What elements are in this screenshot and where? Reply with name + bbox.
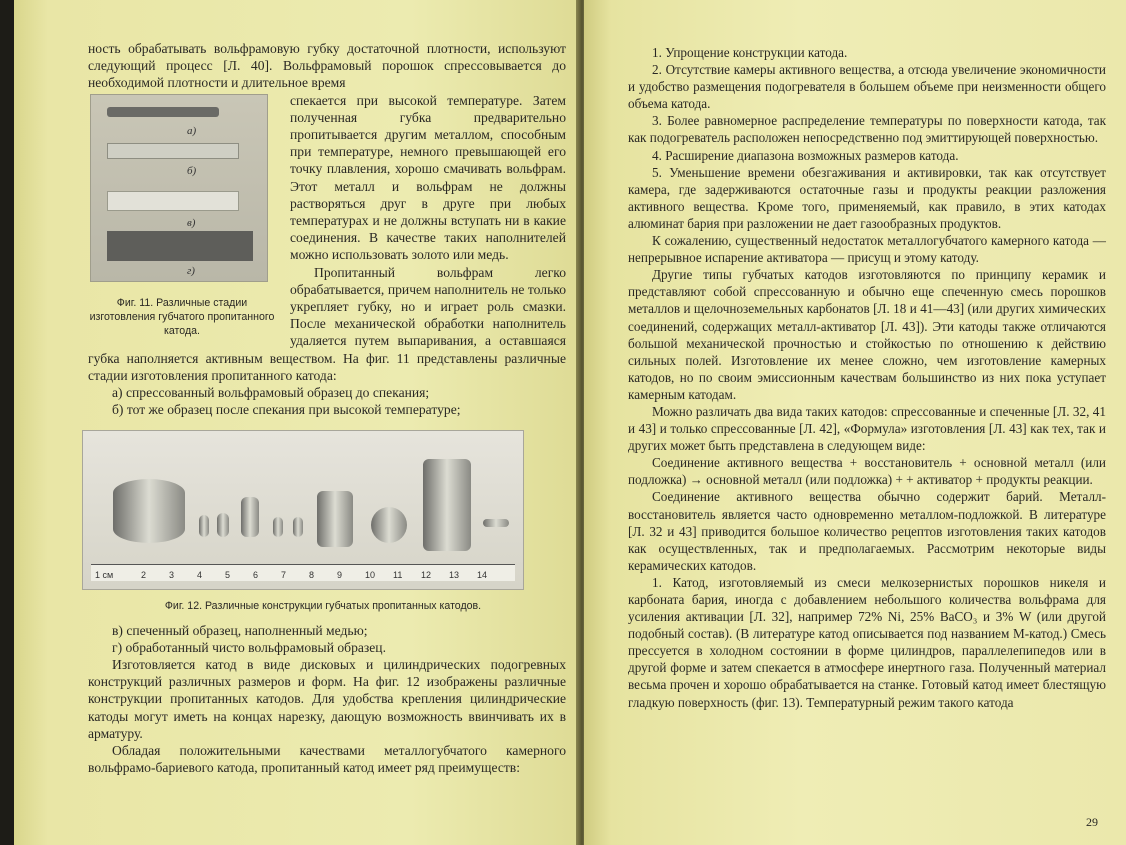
cathode-small-2: [217, 513, 229, 537]
figure-12-photo: [82, 430, 524, 590]
list-item-b: б) тот же образец после спекания при высокой температуре;: [112, 402, 461, 418]
ruler-mark: 8: [309, 570, 315, 581]
left-paragraph-1-rest: спекается при высокой температуре. Затем полученная губка предварительно пропитывается другим металлом, способным при температуре, немного превышающей его точку плавления, хорошо смачивать вольфрам. Этот металл и вольфрам не должны растворяться друг в друге при любых температурах и не должны вступать ни в какие соединения. В качестве таких наполнителей можно использовать золото или медь.: [290, 92, 566, 263]
ruler-mark: 13: [449, 570, 460, 581]
sample-a: [107, 107, 219, 117]
left-edge: [0, 0, 14, 845]
ruler-mark: 14: [477, 570, 488, 581]
right-paragraph-8: Можно различать два вида таких катодов: спрессованные и спеченные [Л. 32, 41 и 43] и только спрессованные [Л. 42], «Формула» изготовления [Л. 43] как тех, так и других может быть представлена в следующем виде:: [628, 403, 1106, 454]
ruler-mark: 3: [169, 570, 175, 581]
ruler-mark: 6: [253, 570, 259, 581]
cathode-cylinder-medium: [317, 491, 353, 547]
left-page: [14, 0, 580, 845]
figure-label-g: г): [187, 264, 195, 277]
cathode-rod: [483, 519, 509, 527]
ruler-mark: 12: [421, 570, 432, 581]
left-paragraph-4: Обладая положительными качествами металлогубчатого камерного вольфрамо-бариевого катода, пропитанный катод имеет ряд преимуществ:: [88, 743, 566, 776]
figure-12: [80, 430, 566, 615]
list-item-g: г) обработанный чисто вольфрамовый образец.: [112, 639, 386, 655]
right-paragraph-3: 3. Более равномерное распределение температуры по поверхности катода, так как подогреватель расположен непосредственно под эмиттирующей поверхностью.: [628, 113, 1106, 146]
right-paragraph-1: 1. Упрощение конструкции катода.: [652, 45, 848, 60]
figure-12-caption: Фиг. 12. Различные конструкции губчатых пропитанных катодов.: [164, 600, 482, 613]
figure-label-a: а): [187, 124, 197, 137]
right-paragraph-2: 2. Отсутствие камеры активного вещества, а отсюда увеличение экономичности и удобство размещения подогревателя в большем объеме при неизменности общего объема катода.: [628, 62, 1106, 112]
cathode-ring: [371, 507, 407, 543]
list-item-v: в) спеченный образец, наполненный медью;: [112, 622, 368, 638]
ruler-mark: 10: [365, 570, 376, 581]
ruler-mark: 1 см: [95, 570, 114, 581]
list-item-a: а) спрессованный вольфрамовый образец до спекания;: [112, 385, 430, 401]
cathode-disk-large: [113, 479, 185, 543]
figure-11: [86, 94, 278, 338]
ruler-mark: 2: [141, 570, 147, 581]
figure-11-caption: Фиг. 11. Различные стадии изготовления губчатого пропитанного катода.: [89, 296, 275, 337]
sample-v: [107, 191, 239, 211]
right-paragraph-9: Соединение активного вещества + восстановитель + основной металл (или подложка) → основной металл (или подложка) + + активатор + продукты реакции.: [628, 455, 1106, 488]
ruler-mark: 9: [337, 570, 343, 581]
right-paragraph-7: Другие типы губчатых катодов изготовляются по принципу керамик и представляют собой спрессованную и обычно еще спеченную смесь порошков металлов и щелочноземельных карбонатов [Л. 18 и 41—43] (или других химических соединений, содержащих металл-активатор [Л. 43]). Эти катоды также отличаются большой механической прочностью и стойкостью по отношению к действию сильных полей. Изготовление их менее сложно, чем изготовление камерных катодов, но по своим эмиссионным качествам большинство из них пока уступает камерным катодам.: [628, 267, 1106, 402]
ruler-mark: 7: [281, 570, 287, 581]
cathode-threaded: [241, 497, 259, 537]
right-paragraph-6: К сожалению, существенный недостаток металлогубчатого камерного катода — непрерывное испарение активатора — присущ и этому катоду.: [628, 233, 1106, 266]
right-paragraph-5: 5. Уменьшение времени обезгаживания и активировки, так как отсутствует камера, где задерживаются остаточные газы и продукты реакции разложения активного вещества. Кроме того, применяемый, как правило, в этих катодах алюминат бария при разложении не дает газообразных продуктов.: [628, 164, 1106, 231]
right-paragraph-4: 4. Расширение диапазона возможных размеров катода.: [652, 147, 959, 163]
figure-11-photo: [90, 94, 268, 282]
left-intro: ность обрабатывать вольфрамовую губку достаточной плотности, используют следующий процесс [Л. 40]. Вольфрамовый порошок спрессовывается до необходимой плотности и длительное время: [88, 41, 566, 91]
figure-label-v: в): [187, 216, 196, 229]
left-paragraph-2: Пропитанный вольфрам легко обрабатывается, причем наполнитель не только укрепляет губку, но и играет роль смазки. После механической обработки наполнитель удаляется путем выпаривания, а оставшаяся губка наполняется активным веществом. На фиг. 11 представлены различные стадии изготовления пропитанного катода:: [88, 264, 566, 383]
ruler-mark: 4: [197, 570, 203, 581]
right-paragraph-11: 1. Катод, изготовляемый из смеси мелкозернистых порошков никеля и карбоната бария, иногда с добавлением небольшого количества вольфрама для усиления активации [Л. 32], например 72% Ni, 25% BaCO₃ и 3% W (или другой подобный состав). (В литературе катод описывается под названием M-катод.) Смесь прессуется в холодном состоянии в форме цилиндров, параллелепипедов или в другой форме и затем спекается в атмосфере инертного газа. Полученный материал весьма прочен и хорошо обрабатывается на станке. Готовый катод имеет блестящую гладкую поверхность (фиг. 13). Температурный режим такого катода: [628, 574, 1106, 710]
cathode-cylinder-tall: [423, 459, 471, 551]
cathode-small-1: [199, 515, 209, 537]
measuring-ruler: [91, 564, 515, 581]
cathode-small-3: [273, 517, 283, 537]
right-paragraph-10: Соединение активного вещества обычно содержит барий. Металл-восстановитель является часто одновременно металлом-подложкой. В литературе [Л. 32 и 43] приводится большое количество рецептов изготовления таких катодов как осуществленных, так и предполагаемых. Рассмотрим некоторые виды керамических катодов.: [628, 489, 1106, 573]
page-number: 29: [1086, 814, 1098, 829]
ruler-mark: 11: [393, 570, 403, 581]
sample-g: [107, 231, 253, 261]
ruler-mark: 5: [225, 570, 231, 581]
right-page: [584, 0, 1126, 845]
sample-b: [107, 143, 239, 159]
cathode-small-4: [293, 517, 303, 537]
figure-label-b: б): [187, 164, 197, 177]
left-paragraph-3: Изготовляется катод в виде дисковых и цилиндрических подогревных конструкций различных размеров и форм. На фиг. 12 изображены различные конструкции пропитанных катодов. Для удобства крепления цилиндрические катоды могут иметь на концах нарезку, дающую возможность ввинчивать их в арматуру.: [88, 657, 566, 741]
